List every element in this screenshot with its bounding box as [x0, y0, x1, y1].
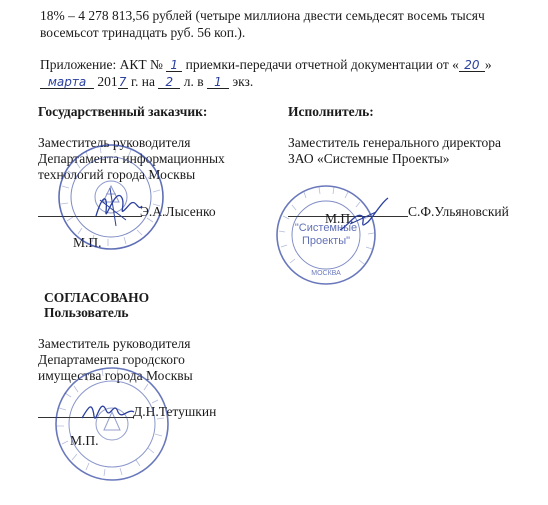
customer-position-3: технологий города Москвы [38, 167, 196, 182]
agreed-name: Д.Н.Тетушкин [133, 404, 217, 419]
customer-signature [86, 176, 146, 236]
agreed-position-3: имущества города Москвы [38, 368, 193, 383]
amount-line-2: восемьсот тринадцать руб. 56 коп.). [40, 25, 246, 40]
contractor-name: С.Ф.Ульяновский [408, 204, 509, 219]
customer-position-1: Заместитель руководителя [38, 135, 191, 150]
sheets-count: 2 [158, 74, 180, 89]
attachment-line-2 [40, 74, 253, 90]
year-prefix: 201 [97, 74, 118, 89]
agreed-mp: М.П. [70, 433, 99, 448]
contractor-position-1: Заместитель генерального директора [288, 135, 501, 150]
agreed-signature [78, 390, 138, 430]
customer-mp: М.П. [73, 235, 102, 250]
contractor-mp: М.П. [325, 211, 354, 226]
attachment-mid: приемки-передачи отчетной документации от « [185, 57, 459, 72]
customer-heading: Государственный заказчик: [38, 104, 208, 119]
year-digit: 7 [118, 75, 127, 89]
agreed-position-1: Заместитель руководителя [38, 336, 191, 351]
agreed-heading: СОГЛАСОВАНО [44, 290, 150, 305]
contractor-seal-text: "Системные Проекты" [294, 222, 358, 247]
attachment-prefix: Приложение: АКТ № [40, 57, 163, 72]
agreed-position-2: Департамента городского [38, 352, 185, 367]
contractor-signature [336, 196, 392, 236]
contractor-seal-city: МОСКВА [311, 270, 341, 277]
customer-name: Э.А.Лысенко [140, 204, 216, 219]
amount-line-1: 18% – 4 278 813,56 рублей (четыре миллиона двести семьдесят восемь тысяч [40, 8, 485, 23]
attachment-close-quote: » [484, 57, 492, 72]
agreed-subheading: Пользователь [44, 305, 129, 320]
act-number: 1 [166, 57, 182, 72]
act-day: 20 [459, 57, 485, 72]
contractor-heading: Исполнитель: [288, 104, 374, 119]
act-month: марта [40, 74, 94, 89]
attachment-line-1 [40, 57, 492, 73]
contractor-position-2: ЗАО «Системные Проекты» [288, 151, 450, 166]
l-v: л. в [183, 74, 204, 89]
ekz: экз. [232, 74, 254, 89]
customer-position-2: Департамента информационных [38, 151, 225, 166]
g-na: г. на [131, 74, 155, 89]
copies-count: 1 [207, 74, 229, 89]
